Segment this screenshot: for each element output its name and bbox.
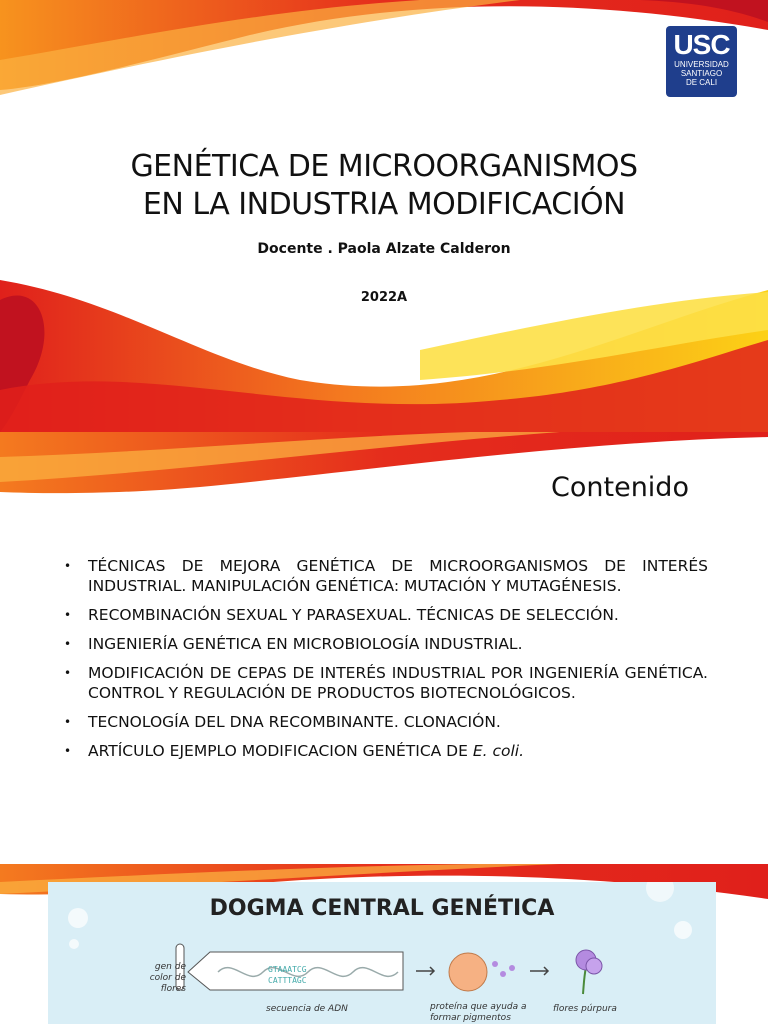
protein-icon [449, 953, 487, 991]
bullet-icon: • [64, 744, 72, 758]
dna-label: secuencia de ADN [266, 1004, 348, 1014]
year-label: 2022A [360, 290, 408, 305]
gene-label: gen de color de flores [149, 962, 186, 994]
pigment-icon [500, 971, 506, 977]
bullet-icon: • [64, 559, 72, 573]
pigment-icon [492, 961, 498, 967]
logo-abbr: USC [673, 29, 730, 60]
list-item: • INGENIERÍA GENÉTICA EN MICROBIOLOGÍA INDUSTRIAL. [64, 635, 523, 653]
dna-sequence: GTAAATCG CATTTAGC [268, 965, 307, 985]
bullet-icon: • [64, 666, 72, 680]
contents-slide [0, 432, 768, 864]
flower-stem-icon [583, 967, 586, 994]
arrow-icon [416, 967, 434, 975]
pigment-icon [509, 965, 515, 971]
list-item: • MODIFICACIÓN DE CEPAS DE INTERÉS INDUSTRIAL POR INGENIERÍA GENÉTICA. CONTROL Y REGULACIÓN DE PRODUCTOS BIOTECNOLÓGICOS. [64, 664, 708, 702]
teacher-name: Docente . Paola Alzate Calderon [257, 241, 511, 257]
bullet-icon: • [64, 608, 72, 622]
slide-title [40, 148, 728, 224]
contents-list [62, 556, 708, 770]
flower-label: flores púrpura [553, 1004, 617, 1014]
dogma-card [48, 882, 716, 1024]
bubble-icon [68, 908, 88, 928]
bullet-icon: • [64, 715, 72, 729]
logo-line3: DE CALI [685, 78, 718, 87]
title-slide [0, 0, 768, 432]
species-name: E. coli. [472, 742, 525, 760]
bullet-icon: • [64, 637, 72, 651]
contents-heading: Contenido [551, 472, 689, 503]
title-line-1: GENÉTICA DE MICROORGANISMOS [130, 149, 638, 184]
bubble-icon [69, 939, 79, 949]
list-item: • TÉCNICAS DE MEJORA GENÉTICA DE MICROORGANISMOS DE INTERÉS INDUSTRIAL. MANIPULACIÓN GENÉTICA: MUTACIÓN Y MUTAGÉNESIS. [64, 557, 708, 595]
dogma-slide [0, 864, 768, 1024]
dogma-diagram [48, 882, 716, 1024]
usc-logo [666, 26, 737, 97]
arrow-icon [530, 967, 548, 975]
logo-line1: UNIVERSIDAD [674, 60, 729, 69]
bubble-icon [674, 921, 692, 939]
list-item: • ARTÍCULO EJEMPLO MODIFICACION GENÉTICA DE E. coli. [64, 742, 525, 760]
dogma-title: DOGMA CENTRAL GENÉTICA [209, 896, 555, 921]
logo-line2: SANTIAGO [680, 69, 723, 78]
protein-label: proteína que ayuda a formar pigmentos [430, 1002, 527, 1023]
bubble-icon [646, 882, 674, 902]
title-line-2: EN LA INDUSTRIA MODIFICACIÓN [142, 187, 626, 222]
list-item: • RECOMBINACIÓN SEXUAL Y PARASEXUAL. TÉCNICAS DE SELECCIÓN. [64, 606, 619, 624]
list-item: • TECNOLOGÍA DEL DNA RECOMBINANTE. CLONACIÓN. [64, 713, 501, 731]
